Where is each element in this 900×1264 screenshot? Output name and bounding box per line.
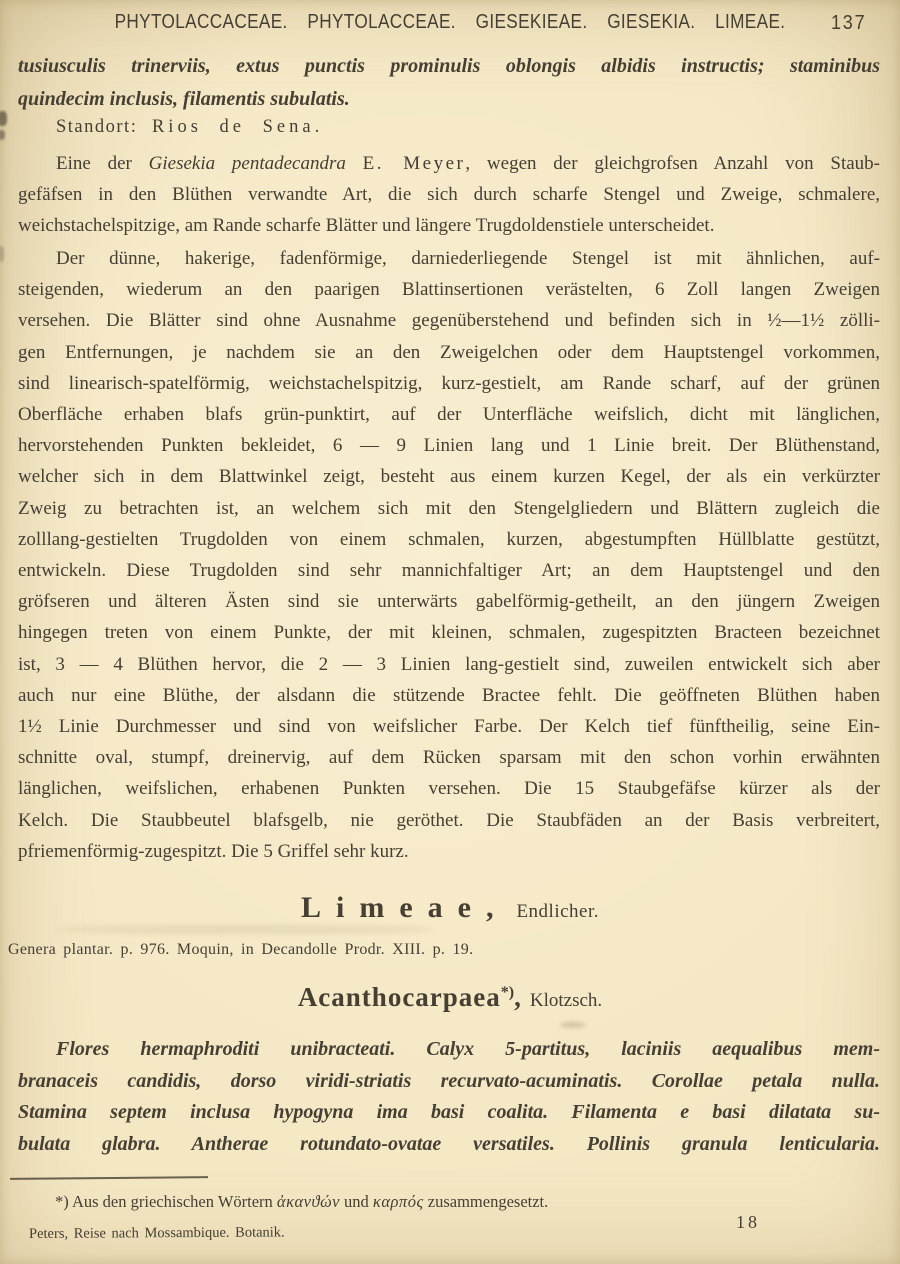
- text-line: ist, 3 — 4 Blüthen hervor, die 2 — 3 Linien lang-gestielt sind, zuweilen entwickelt sich aber: [18, 653, 880, 675]
- text-line: gröfseren und älteren Ästen sind sie unterwärts gabelförmig-getheilt, an den jüngern Zweigen: [18, 591, 880, 613]
- description-paragraph: [18, 243, 880, 867]
- footnote-text: *) Aus den griechischen Wörtern ἀκανϑών und καρπός zusammengesetzt.: [55, 1192, 549, 1211]
- text-line: entwickeln. Diese Trugdolden sind sehr mannichfaltiger Art; an dem Hauptstengel und den: [18, 560, 880, 582]
- scan-artifact: [0, 246, 4, 262]
- text-line: welcher sich in dem Blattwinkel zeigt, besteht aus einem kurzen Kegel, der als ein verkürzter: [18, 466, 880, 488]
- scan-artifact: [560, 1022, 586, 1028]
- text-line: hingegen treten von einem Punkte, der mit kleinen, schmalen, zugespitzten Bracteen bezeichnet: [18, 622, 880, 644]
- page-number: 137: [830, 12, 867, 34]
- heading-comma: ,: [514, 982, 521, 1012]
- text-line: 1½ Linie Durchmesser und sind von weifslicher Farbe. Der Kelch tief fünftheilig, seine Ein-: [18, 716, 880, 738]
- text-line: weichstachelspitzige, am Rande scharfe Blätter und längere Trugdoldenstiele unterscheidet.: [18, 215, 715, 237]
- scan-artifact: [0, 111, 7, 126]
- taxon-author-endlicher: Endlicher.: [516, 901, 600, 922]
- footnote-marker: *): [500, 984, 515, 1001]
- text-line: tusiusculis trinerviis, extus punctis prominulis oblongis albidis instructis; staminibus: [18, 55, 880, 77]
- diagnosis-paragraph-top: [18, 50, 880, 116]
- diagnosis-paragraph-acanthocarpaea: [18, 1034, 880, 1160]
- section-heading-acanthocarpaea: [0, 982, 900, 1013]
- text-line: Eine der Giesekia pentadecandra E. Meyer, wegen der gleichgrofsen Anzahl von Staub-: [56, 153, 880, 174]
- locality-label: Standort:: [56, 117, 138, 137]
- comparison-paragraph: [18, 148, 880, 242]
- text-line: Stamina septem inclusa hypogyna ima basi coalita. Filamenta e basi dilatata su-: [18, 1101, 880, 1123]
- text-line: schnitte oval, stumpf, dreinervig, auf dem Rücken sparsam mit den schon vorhin erwähnten: [18, 747, 880, 769]
- bibliographic-reference: Genera plantar. p. 976. Moquin, in Decandolle Prodr. XIII. p. 19.: [8, 941, 474, 958]
- taxon-name-limeae: Limeae,: [300, 891, 509, 924]
- text-line: bulata glabra. Antherae rotundato-ovatae versatiles. Pollinis granula lenticularia.: [18, 1132, 880, 1155]
- taxon-name-acanthocarpaea: Acanthocarpaea: [297, 982, 501, 1012]
- text-line: zolllang-gestielten Trugdolden von einem schmalen, kurzen, abgestumpften Hüllblatte gestützt,: [18, 528, 880, 550]
- text-line: gen Entfernungen, je nachdem sie an den Zweigelchen oder dem Hauptstengel vorkommen,: [18, 341, 880, 363]
- text-line: Zweig zu betrachten ist, an welchem sich mit den Stengelgliedern und Blättern zugleich die: [18, 497, 880, 519]
- text-line: Flores hermaphroditi unibracteati. Calyx 5-partitus, laciniis aequalibus mem-: [56, 1038, 880, 1060]
- locality-value: Rios de Sena.: [151, 117, 324, 137]
- locality-line: [56, 117, 323, 138]
- text-line: Oberfläche erhaben blafs grün-punktirt, auf der Unterfläche weifslich, dicht mit länglichen,: [18, 404, 880, 426]
- text-line: versehen. Die Blätter sind ohne Ausnahme gegenüberstehend und befinden sich in ½—1½ zölli-: [18, 310, 880, 332]
- text-line: sind linearisch-spatelförmig, weichstachelspitzig, kurz-gestielt, am Rande scharf, auf der grünen: [18, 372, 880, 394]
- signature-number: 18: [736, 1212, 760, 1232]
- text-line: hervorstehenden Punkten bekleidet, 6 — 9 Linien lang und 1 Linie breit. Der Blüthenstand,: [18, 435, 880, 457]
- text-line: pfriemenförmig-zugespitzt. Die 5 Griffel sehr kurz.: [18, 840, 409, 862]
- footnote-rule: [10, 1176, 208, 1180]
- text-line: gefäfsen in den Blüthen verwandte Art, die sich durch scharfe Stengel und Zweige, schmalere,: [18, 184, 880, 206]
- imprint-line: Peters, Reise nach Mossambique. Botanik.: [28, 1224, 285, 1242]
- text-line: steigenden, wiederum an den paarigen Blattinsertionen verästelten, 6 Zoll langen Zweigen: [18, 279, 880, 301]
- section-heading-limeae: [0, 891, 900, 925]
- scan-artifact: [55, 925, 435, 934]
- text-line: länglichen, weifslichen, erhabenen Punkten versehen. Die 15 Staubgefäfse kürzer als der: [18, 778, 880, 800]
- scan-artifact: [0, 130, 5, 140]
- text-line: branaceis candidis, dorso viridi-striatis recurvato-acuminatis. Corollae petala nulla.: [18, 1069, 880, 1092]
- running-head: [0, 11, 900, 34]
- text-line: Kelch. Die Staubbeutel blafsgelb, nie geröthet. Die Staubfäden an der Basis verbreitert,: [18, 809, 880, 831]
- text-line: Der dünne, hakerige, fadenförmige, darniederliegende Stengel ist mit ähnlichen, auf-: [56, 248, 880, 269]
- text-line: quindecim inclusis, filamentis subulatis.: [18, 88, 350, 110]
- text-line: auch nur eine Blüthe, der alsdann die stützende Bractee fehlt. Die geöffneten Blüthen haben: [18, 684, 880, 706]
- running-head-titles: PHYTOLACCACEAE. PHYTOLACCEAE. GIESEKIEAE. GIESEKIA. LIMEAE.: [114, 11, 786, 33]
- taxon-author-klotzsch: Klotzsch.: [529, 990, 603, 1011]
